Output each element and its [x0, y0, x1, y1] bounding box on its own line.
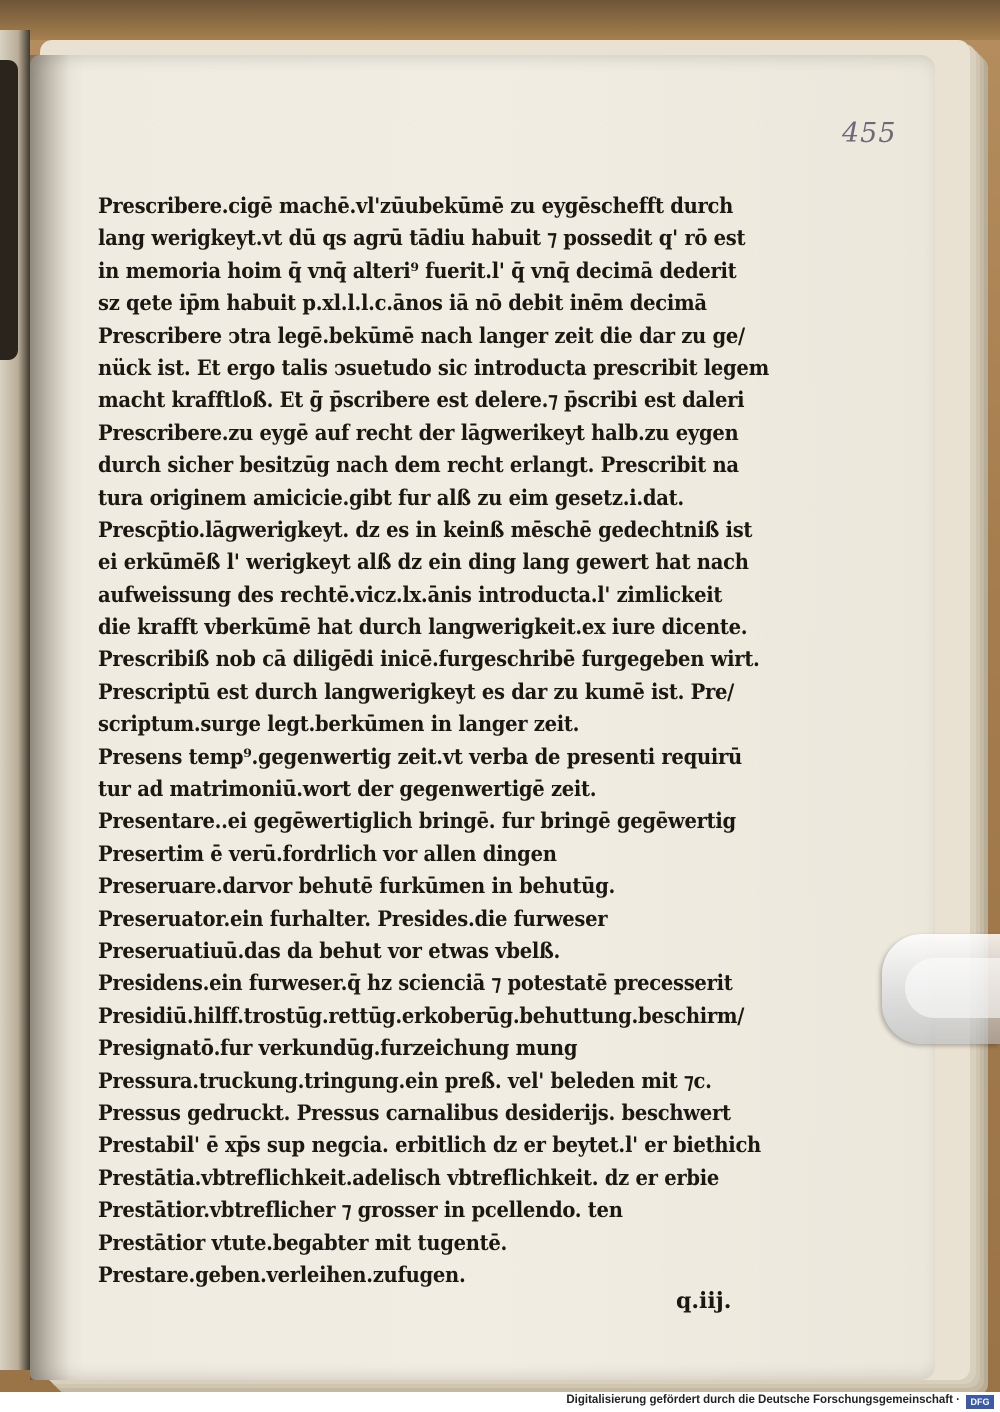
footer-credit: Digitalisierung gefördert durch die Deutsche Forschungsgemeinschaft · [566, 1394, 960, 1406]
text-line: Presertim ē verū.fordrlich vor allen dingen [98, 840, 557, 866]
text-line: Prescribere.cigē machē.vl'zūubekūmē zu eygēschefft durch [98, 193, 734, 218]
text-line: lang werigkeyt.vt dū qs agrū tādiu habuit ⁊ possedit q' rō est [98, 225, 746, 251]
text-line: Prestabil' ē xp̄s sup negcia. erbitlich dz er beytet.l' er biethich [98, 1132, 761, 1158]
text-block [98, 190, 798, 1291]
text-line: scriptum.surge legt.berkūmen in langer zeit. [98, 711, 580, 737]
text-line: ei erkūmēß l' werigkeyt alß dz ein ding lang gewert hat nach [98, 549, 749, 575]
text-line: Pressura.truckung.tringung.ein preß. vel' beleden mit ⁊c. [98, 1067, 712, 1093]
text-line: Presidens.ein furweser.q̄ hz scienciā ⁊ potestatē precesserit [98, 970, 733, 996]
text-line: nück ist. Et ergo talis ↄsuetudo sic introducta prescribit legem [98, 354, 769, 380]
folio-number: 455 [842, 118, 897, 149]
text-line: Presignatō.fur verkundūg.furzeichung mung [98, 1035, 578, 1061]
text-line: macht krafftloß. Et ḡ p̄scribere est delere.⁊ p̄scribi est daleri [98, 387, 745, 413]
dfg-logo: DFG [966, 1395, 994, 1409]
text-line: tur ad matrimoniū.wort der gegenwertigē zeit. [98, 776, 597, 802]
text-line: Presidiū.hilff.trostūg.rettūg.erkoberūg.behuttung.beschirm/ [98, 1002, 745, 1028]
text-line: Preseruatiuū.das da behut vor etwas vbelß. [98, 937, 561, 963]
text-line: Prescribere ↄtra legē.bekūmē nach langer zeit die dar zu ge/ [98, 322, 745, 348]
text-line: in memoria hoim q̄ vnq̄ alteri⁹ fuerit.l' q̄ vnq̄ decimā dederit [98, 257, 737, 283]
text-line: Presentare..ei gegēwertiglich bringē. fur bringē gegēwertig [98, 808, 736, 834]
text-line: Pressus gedruckt. Pressus carnalibus desiderijs. beschwert [98, 1099, 731, 1125]
gutter-shadow [30, 55, 70, 1380]
page-clip-highlight [905, 958, 1000, 1018]
text-line: Prestātior vtute.begabter mit tugentē. [98, 1229, 508, 1255]
facing-page-shadow [0, 60, 18, 360]
text-line: Prestātia.vbtreflichkeit.adelisch vbtreflichkeit. dz er erbie [98, 1164, 720, 1190]
text-line: Prestātior.vbtreflicher ⁊ grosser in pcellendo. ten [98, 1197, 623, 1223]
signature-mark: q.iij. [676, 1288, 732, 1314]
text-line: Prescp̄tio.lāgwerigkeyt. dz es in keinß mēschē gedechtniß ist [98, 516, 753, 542]
text-line: Prestare.geben.verleihen.zufugen. [98, 1261, 466, 1287]
text-line: aufweissung des rechtē.vicz.lx.ānis introducta.l' zimlickeit [98, 581, 723, 607]
text-line: Prescribiß nob cā diligēdi inicē.furgeschribē furgegeben wirt. [98, 646, 760, 672]
text-line: Prescribere.zu eygē auf recht der lāgwerikeyt halb.zu eygen [98, 419, 739, 445]
text-line: die krafft vberkūmē hat durch langwerigkeit.ex iure dicente. [98, 614, 748, 640]
text-line: Preseruator.ein furhalter. Presides.die furweser [98, 905, 608, 931]
text-line: sz qete ip̄m habuit p.xl.l.l.c.ānos iā nō debit inēm decimā [98, 290, 707, 316]
text-line: Prescriptū est durch langwerigkeyt es dar zu kumē ist. Pre/ [98, 678, 735, 704]
footer-bar [0, 1392, 1000, 1412]
text-line: Preseruare.darvor behutē furkūmen in behutūg. [98, 873, 616, 899]
text-line: durch sicher besitzūg nach dem recht erlangt. Prescribit na [98, 452, 739, 478]
cover-top-edge [0, 0, 1000, 40]
text-line: tura originem amicicie.gibt fur alß zu eim gesetz.i.dat. [98, 484, 684, 510]
text-line: Presens temp⁹.gegenwertig zeit.vt verba de presenti requirū [98, 743, 742, 769]
